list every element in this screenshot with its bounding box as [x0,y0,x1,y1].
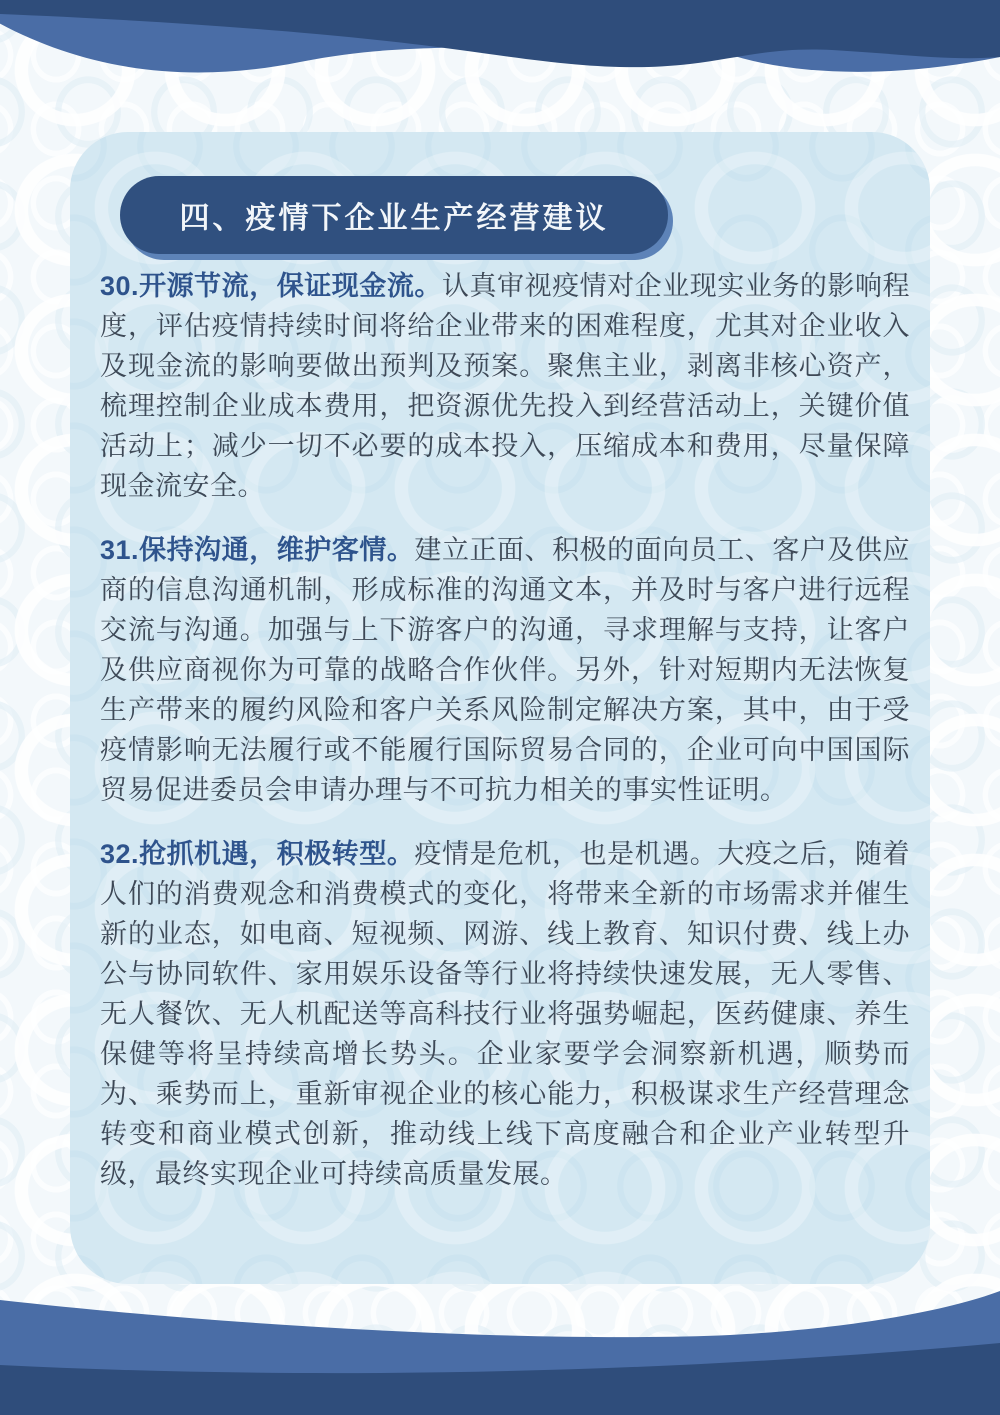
paragraph-32-heading: 32.抢抓机遇，积极转型。 [100,839,415,869]
paragraph-32-body: 疫情是危机，也是机遇。大疫之后，随着人们的消费观念和消费模式的变化，将带来全新的市场需求并催生新的业态，如电商、短视频、网游、线上教育、知识付费、线上办公与协同软件、家用娱乐设备等行业将持续快速发展，无人零售、无人餐饮、无人机配送等高科技行业将强势崛起，医药健康、养生保健等将呈持续高增长势头。企业家要学会洞察新机遇，顺势而为、乘势而上，重新审视企业的核心能力，积极谋求生产经营理念转变和商业模式创新，推动线上线下高度融合和企业产业转型升级，最终实现企业可持续高质量发展。 [100,839,910,1189]
bottom-wave-decoration [0,1225,1000,1415]
paragraph-31 [100,530,910,810]
text-block [100,266,910,1218]
paragraph-31-body: 建立正面、积极的面向员工、客户及供应商的信息沟通机制，形成标准的沟通文本，并及时与客户进行远程交流与沟通。加强与上下游客户的沟通，寻求理解与支持，让客户及供应商视你为可靠的战略合作伙伴。另外，针对短期内无法恢复生产带来的履约风险和客户关系风险制定解决方案，其中，由于受疫情影响无法履行或不能履行国际贸易合同的，企业可向中国国际贸易促进委员会申请办理与不可抗力相关的事实性证明。 [100,535,910,805]
paragraph-30-heading: 30.开源节流，保证现金流。 [100,271,442,301]
paragraph-30 [100,266,910,506]
top-wave-decoration [0,0,1000,170]
section-banner-title: 四、疫情下企业生产经营建议 [179,202,609,235]
paragraph-32 [100,834,910,1194]
paragraph-30-body: 认真审视疫情对企业现实业务的影响程度，评估疫情持续时间将给企业带来的困难程度，尤其对企业收入及现金流的影响要做出预判及预案。聚焦主业，剥离非核心资产，梳理控制企业成本费用，把资源优先投入到经营活动上，关键价值活动上；减少一切不必要的成本投入，压缩成本和费用，尽量保障现金流安全。 [100,271,910,501]
section-banner [120,176,668,254]
paragraph-31-heading: 31.保持沟通，维护客情。 [100,535,415,565]
